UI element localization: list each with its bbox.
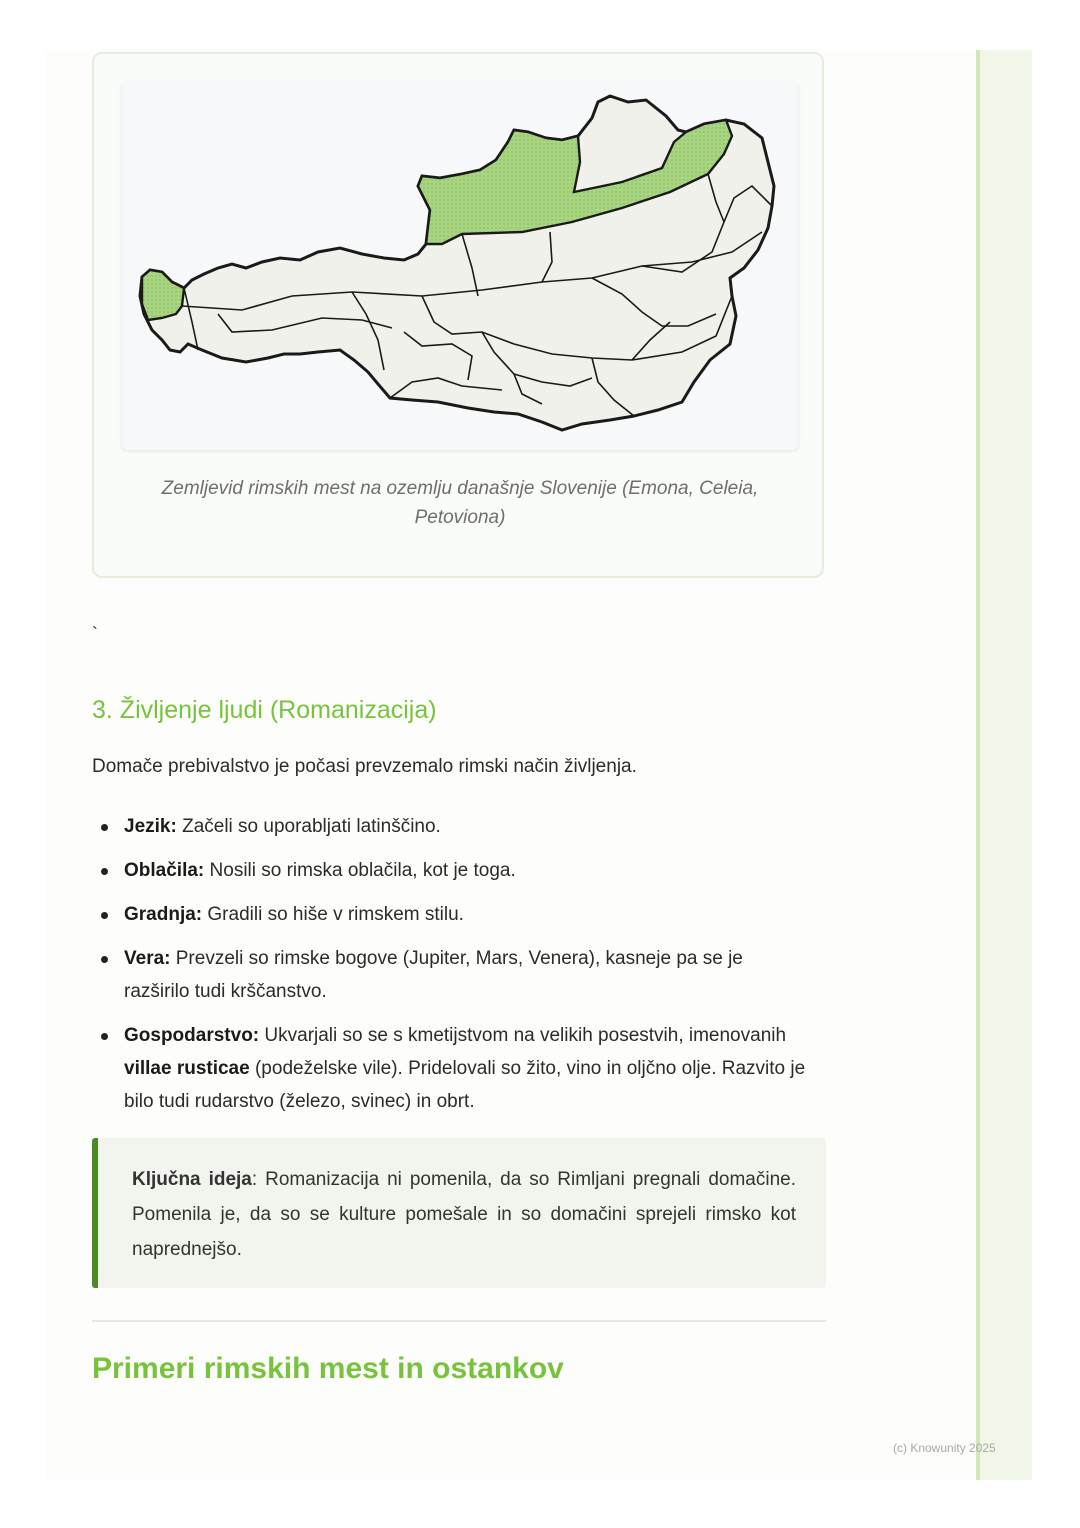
list-item	[92, 854, 812, 887]
bullet-term: Gradnja:	[124, 904, 203, 925]
list-item	[92, 942, 812, 1008]
section-intro: Domače prebivalstvo je počasi prevzemalo rimski način življenja.	[92, 756, 637, 777]
bullet-term: Vera:	[124, 948, 171, 969]
stray-backtick: `	[92, 624, 98, 644]
bullet-term: Jezik:	[124, 816, 177, 837]
key-idea-callout	[92, 1138, 826, 1288]
bullet-term: Oblačila:	[124, 860, 205, 881]
figure-caption: Zemljevid rimskih mest na ozemlju današnje Slovenije (Emona, Celeia, Petoviona)	[161, 478, 759, 528]
side-strip	[976, 50, 1032, 1480]
bullet-list	[92, 810, 812, 1129]
figure-card	[92, 52, 824, 578]
bullet-text: Gradili so hiše v rimskem stilu.	[202, 904, 464, 925]
next-section-heading: Primeri rimskih mest in ostankov	[92, 1352, 564, 1385]
section-heading: 3. Življenje ljudi (Romanizacija)	[92, 696, 437, 724]
bullet-text: (podeželske vile). Pridelovali so žito, vino in oljčno olje. Razvito je bilo tudi rudarstvo (železo, svinec) in obrt.	[124, 1058, 806, 1112]
map-svg	[122, 82, 798, 450]
map-highlight-west	[142, 270, 184, 320]
bullet-emphasis: villae rusticae	[124, 1058, 250, 1079]
key-idea-text	[132, 1162, 796, 1267]
key-idea-body: : Romanizacija ni pomenila, da so Rimljani pregnali domačine. Pomenila je, da so se kulture pomešale in so domačini sprejeli rimsko kot naprednejšo.	[132, 1169, 796, 1260]
footer-copyright: (c) Knowunity 2025	[893, 1441, 996, 1455]
section-divider	[92, 1320, 826, 1322]
bullet-text: Prevzeli so rimske bogove (Jupiter, Mars, Venera), kasneje pa se je razširilo tudi krščanstvo.	[124, 948, 743, 1002]
bullet-term: Gospodarstvo:	[124, 1025, 260, 1046]
list-item	[92, 898, 812, 931]
key-idea-label: Ključna ideja	[132, 1169, 252, 1190]
map-image	[122, 82, 798, 450]
list-item	[92, 810, 812, 843]
list-item	[92, 1019, 812, 1118]
side-line	[976, 50, 980, 1480]
bullet-text: Nosili so rimska oblačila, kot je toga.	[204, 860, 516, 881]
bullet-text: Ukvarjali so se s kmetijstvom na velikih posestvih, imenovanih	[259, 1025, 787, 1046]
bullet-text: Začeli so uporabljati latinščino.	[176, 816, 441, 837]
